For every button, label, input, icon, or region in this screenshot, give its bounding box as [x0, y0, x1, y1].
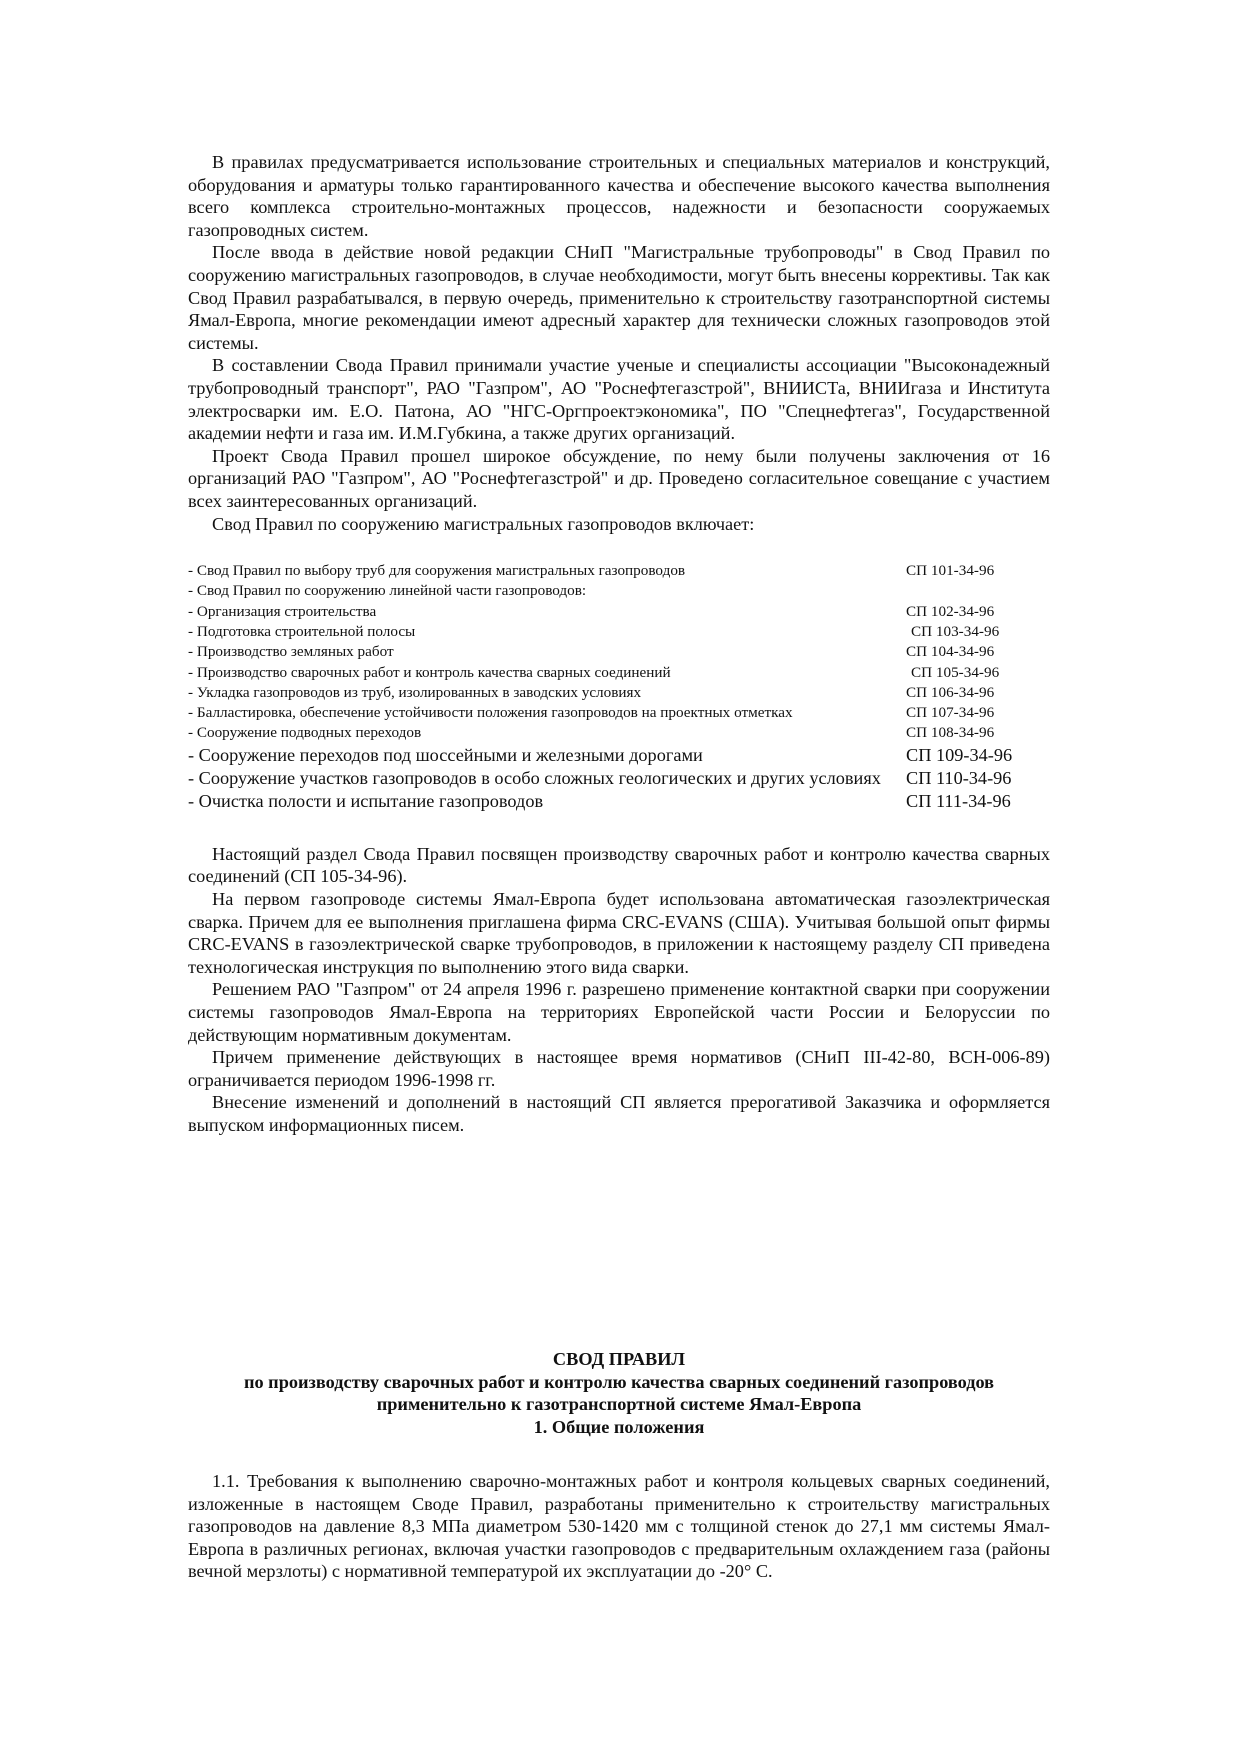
item-text: - Производство сварочных работ и контроль качества сварных соединений — [188, 663, 671, 681]
paragraph: В правилах предусматривается использование строительных и специальных материалов и конструкций, оборудования и арматуры только гарантированного качества и обеспечение высокого качества выполнения всего комплекса строительно-монтажных процессов, надежности и безопасности сооружаемых газопроводных систем. — [188, 152, 1050, 240]
item-text: - Сооружение подводных переходов — [188, 724, 422, 742]
item-code: СП 101-34-96 — [906, 562, 995, 580]
item-text: - Свод Правил по сооружению линейной части газопроводов: — [188, 582, 587, 600]
list-item — [188, 663, 1050, 683]
item-text: - Балластировка, обеспечение устойчивости положения газопроводов на проектных отметках — [188, 704, 793, 722]
list-item — [188, 602, 1050, 622]
list-item — [188, 581, 1050, 601]
paragraph: На первом газопроводе системы Ямал-Европа будет использована автоматическая газоэлектрическая сварка. Причем для ее выполнения приглашена фирма CRC-EVANS (США). Учитывая большой опыт фирмы CRC-EVANS в газоэлектрической сварке трубопроводов, в приложении к настоящему разделу СП приведена технологическая инструкция по выполнению этого вида сварки. — [188, 888, 1050, 977]
item-code: СП 111-34-96 — [906, 790, 1011, 811]
item-code: СП 102-34-96 — [906, 602, 995, 620]
item-text: - Производство земляных работ — [188, 643, 394, 661]
paragraph: Решением РАО "Газпром" от 24 апреля 1996 г. разрешено применение контактной сварки при сооружении системы газопроводов Ямал-Европа на территориях Европейской части России и Белоруссии по действующим нормативным документам. — [188, 979, 1050, 1045]
list-item — [188, 723, 1050, 743]
document-title: СВОД ПРАВИЛ — [552, 1349, 686, 1369]
section-title: 1. Общие положения — [533, 1416, 705, 1437]
item-code: СП 106-34-96 — [906, 683, 995, 701]
list-item — [188, 642, 1050, 662]
item-code: СП 110-34-96 — [906, 767, 1012, 788]
paragraph: В составлении Свода Правил принимали участие ученые и специалисты ассоциации "Высоконадежный трубопроводный транспорт", РАО "Газпром", АО "Роснефтегазстрой", ВНИИСТа, ВНИИгаза и Института электросварки им. Е.О. Патона, АО "НГС-Оргпроектэкономика", ПО "Спецнефтегаз", Государственной академии нефти и газа им. И.М.Губкина, а также других организаций. — [188, 355, 1050, 444]
item-text: - Сооружение участков газопроводов в особо сложных геологических и других условиях — [188, 767, 881, 788]
item-code: СП 108-34-96 — [906, 724, 995, 742]
document-subtitle: по производству сварочных работ и контролю качества сварных соединений газопроводов — [243, 1371, 995, 1392]
section-body — [188, 1470, 1050, 1583]
list-item — [188, 622, 1050, 642]
item-code: СП 105-34-96 — [911, 663, 1000, 681]
paragraph: Свод Правил по сооружению магистральных газопроводов включает: — [212, 513, 755, 534]
list-item — [188, 790, 1050, 813]
paragraph: Внесение изменений и дополнений в настоящий СП является прерогативой Заказчика и оформляется выпуском информационных писем. — [188, 1092, 1050, 1135]
list-item — [188, 561, 1050, 581]
item-code: СП 107-34-96 — [906, 704, 995, 722]
paragraph: Настоящий раздел Свода Правил посвящен производству сварочных работ и контролю качества сварных соединений (СП 105-34-96). — [188, 843, 1050, 887]
item-code: СП 103-34-96 — [911, 622, 1000, 640]
paragraph: Причем применение действующих в настоящее время нормативов (СНиП III-42-80, ВСН-006-89) ограничивается периодом 1996-1998 гг. — [188, 1047, 1050, 1090]
list-item — [188, 703, 1050, 723]
item-text: - Очистка полости и испытание газопроводов — [188, 790, 544, 811]
item-text: - Укладка газопроводов из труб, изолированных в заводских условиях — [188, 683, 642, 701]
list-item — [188, 683, 1050, 703]
paragraph: После ввода в действие новой редакции СНиП "Магистральные трубопроводы" в Свод Правил по сооружению магистральных газопроводов, в случае необходимости, могут быть внесены коррективы. Так как Свод Правил разрабатывался, в первую очередь, применительно к строительству газотранспортной системы Ямал-Европа, многие рекомендации имеют адресный характер для технически сложных газопроводов этой системы. — [188, 242, 1050, 353]
item-code: СП 109-34-96 — [906, 744, 1013, 765]
list-item — [188, 744, 1050, 767]
paragraph: Проект Свода Правил прошел широкое обсуждение, по нему были получены заключения от 16 организаций РАО "Газпром", АО "Роснефтегазстрой" и др. Проведено согласительное совещание с участием всех заинтересованных организаций. — [188, 445, 1050, 511]
standards-list — [188, 561, 1050, 813]
item-text: - Сооружение переходов под шоссейными и железными дорогами — [188, 744, 703, 765]
list-item — [188, 767, 1050, 790]
document-subtitle: применительно к газотранспортной системе Ямал-Европа — [376, 1394, 862, 1415]
document-body — [188, 151, 1050, 1136]
paragraph: 1.1. Требования к выполнению сварочно-монтажных работ и контроля кольцевых сварных соединений, изложенные в настоящем Своде Правил, разработаны применительно к строительству магистральных газопроводов на давление 8,3 МПа диаметром 530-1420 мм с толщиной стенок до 27,1 мм системы Ямал-Европа в различных регионах, включая участки газопроводов с предварительным охлаждением газа (районы вечной мерзлоты) с нормативной температурой их эксплуатации до -20° С. — [188, 1471, 1050, 1582]
item-text: - Свод Правил по выбору труб для сооружения магистральных газопроводов — [188, 562, 686, 580]
item-text: - Организация строительства — [188, 602, 377, 620]
item-code: СП 104-34-96 — [906, 643, 995, 661]
item-text: - Подготовка строительной полосы — [188, 622, 416, 640]
section-heading — [188, 1348, 1050, 1438]
